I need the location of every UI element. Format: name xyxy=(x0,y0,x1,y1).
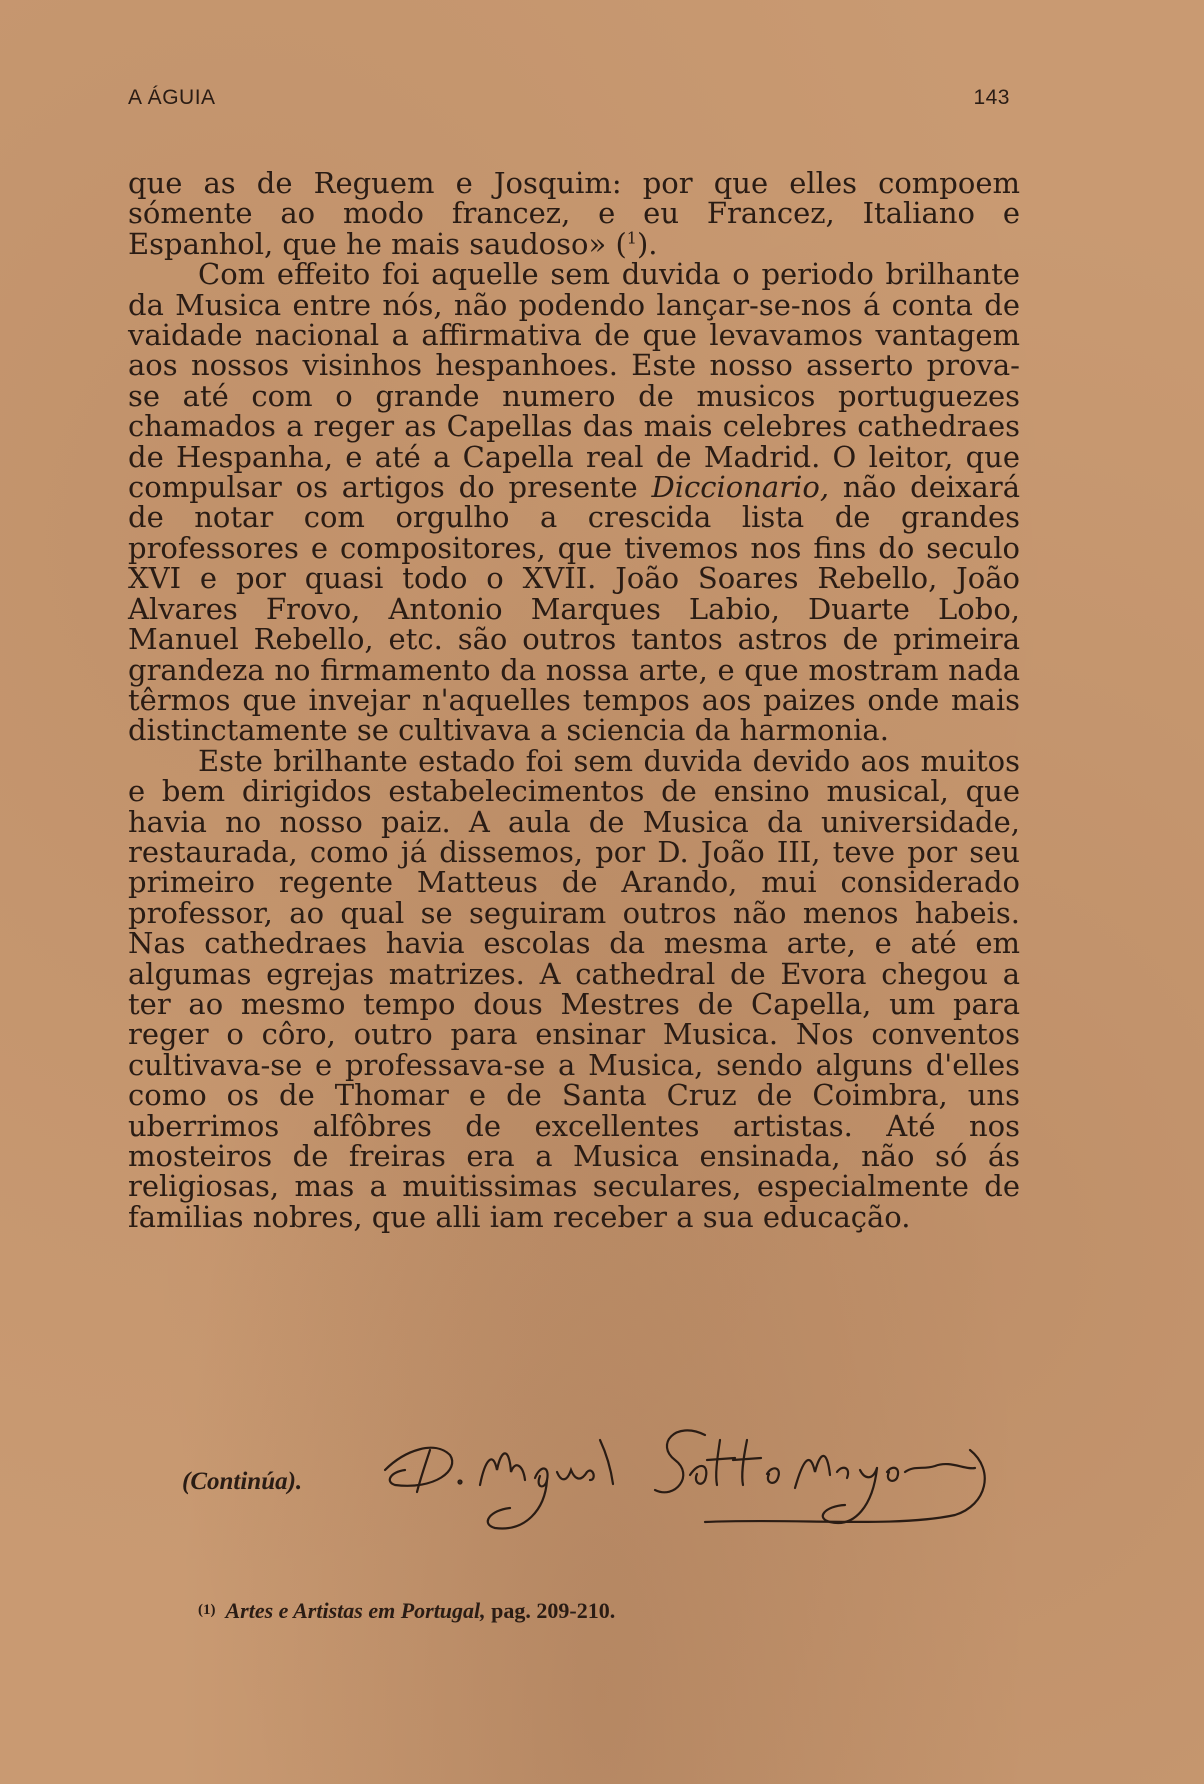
handwritten-signature xyxy=(375,1410,1005,1535)
paragraph-2-italic-title: Diccionario, xyxy=(651,470,830,505)
paragraph-1-end: ). xyxy=(636,226,658,261)
footnote-source-title: Artes e Artistas em Portugal, xyxy=(225,1598,486,1623)
footnote-reference: 1 xyxy=(626,228,637,248)
running-header xyxy=(128,86,1010,116)
paragraph-2-text-b: não deixará de notar com orgulho a crescida lista de grandes professores e compositores, que tivemos nos fins do seculo XVI e por quasi todo o XVII. João Soares Rebello, João Alvares Frovo, Antonio Marques Labio, Duarte Lobo, Manuel Rebello, etc. são outros tantos astros de primeira grandeza no firmamento da nossa arte, e que mostram nada têrmos que invejar n'aquelles tempos aos paizes onde mais distinctamente se cultivava a sciencia da harmonia. xyxy=(128,470,1020,748)
signature-drawing xyxy=(375,1410,1005,1535)
footnote xyxy=(198,1598,615,1624)
footnote-mark: (1) xyxy=(198,1602,216,1618)
paragraph-3 xyxy=(128,743,1020,1234)
paragraph-3-text: Este brilhante estado foi sem duvida devido aos muitos e bem dirigidos estabelecimentos de ensino musical, que havia no nosso paiz. A aula de Musica da universidade, restaurada, como já dissemos, por D. João III, teve por seu primeiro regente Matteus de Arando, mui considerado professor, ao qual se seguiram outros não menos habeis. Nas cathedraes havia escolas da mesma arte, e até em algumas egrejas matrizes. A cathedral de Evora chegou a ter ao mesmo tempo dous Mestres de Capella, um para reger o côro, outro para ensinar Musica. Nos conventos cultivava-se e professava-se a Musica, sendo alguns d'elles como os de Thomar e de Santa Cruz de Coimbra, uns uberrimos alfôbres de excellentes artistas. Até nos mosteiros de freiras era a Musica ensinada, não só ás religiosas, mas a muitissimas seculares, especialmente de familias nobres, que alli iam receber a sua educação. xyxy=(128,743,1020,1234)
footnote-pages: pag. 209-210. xyxy=(485,1598,616,1623)
paragraph-2-text-a: Com effeito foi aquelle sem duvida o periodo brilhante da Musica entre nós, não podendo lançar-se-nos á conta de vaidade nacional a affirmativa de que levavamos vantagem aos nossos visinhos hespanhoes. Este nosso asserto prova-se até com o grande numero de musicos portuguezes chamados a reger as Capellas das mais celebres cathedraes de Hespanha, e até a Capella real de Madrid. O leitor, que compulsar os artigos do presente xyxy=(128,257,1020,505)
page-number: 143 xyxy=(973,86,1010,109)
journal-title: A ÁGUIA xyxy=(128,86,216,109)
paragraph-1-text: que as de Reguem e Josquim: por que elles compoem sómente ao modo francez, e eu Francez, Italiano e Espanhol, que he mais saudoso» ( xyxy=(128,166,1020,261)
paragraph-1 xyxy=(128,168,1020,259)
paragraph-2 xyxy=(128,259,1020,746)
article-body xyxy=(128,168,1020,1232)
continua-note: (Continúa). xyxy=(182,1468,303,1495)
